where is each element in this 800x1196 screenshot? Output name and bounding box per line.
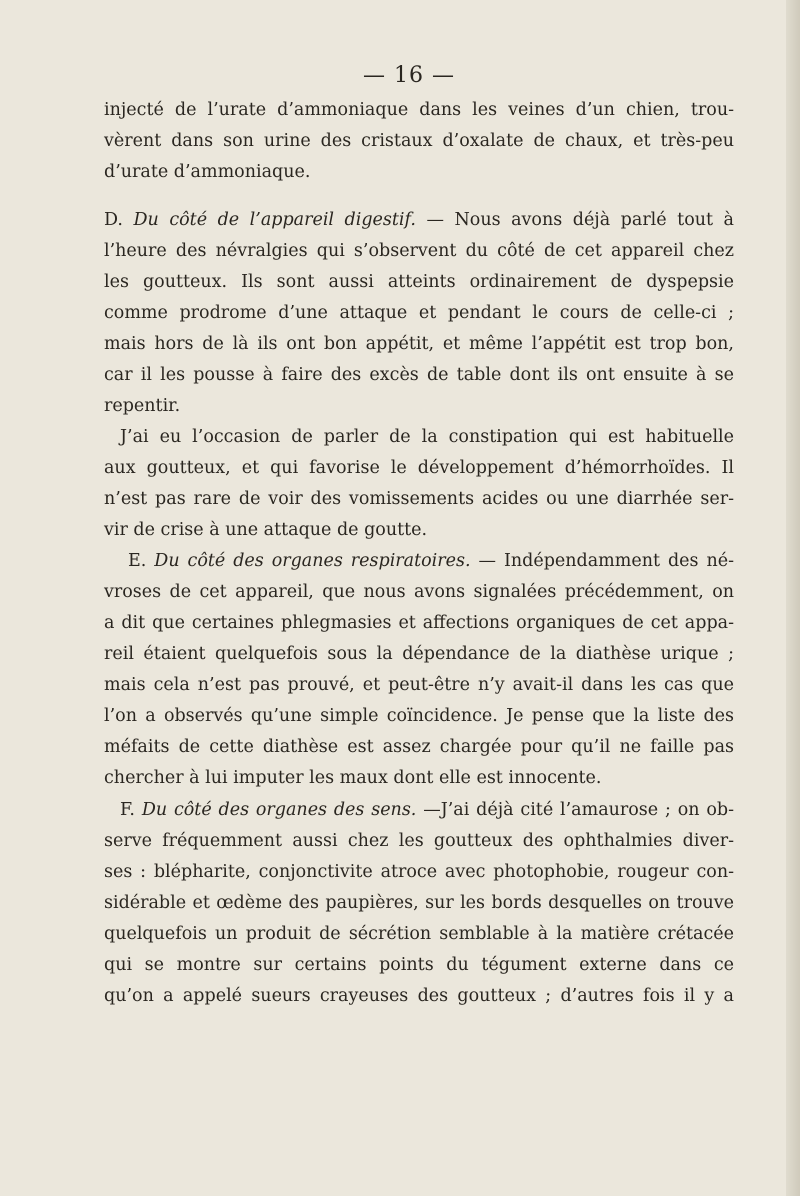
text-line: comme prodrome d’une attaque et pendant le cours de celle-ci ; [104,303,734,323]
text-line: qu’on a appelé sueurs crayeuses des goutteux ; d’autres fois il y a [104,986,734,1006]
text-line: reil étaient quelquefois sous la dépendance de la diathèse urique ; [104,644,734,664]
section-letter: F. [120,800,135,820]
text-line: qui se montre sur certains points du tégument externe dans ce [104,955,734,975]
text-line: méfaits de cette diathèse est assez chargée pour qu’il ne faille pas [104,737,734,757]
section-letter: D. [104,210,123,230]
text-line: serve fréquemment aussi chez les goutteux des ophthalmies diver- [104,831,734,851]
text-line: —J’ai déjà cité l’amaurose ; on ob- [423,800,734,820]
text-line: car il les pousse à faire des excès de table dont ils ont ensuite à se [104,365,734,385]
section-heading-line [104,207,734,234]
section-heading-line [128,548,734,575]
text-line-indented: J’ai eu l’occasion de parler de la constipation qui est habituelle [120,427,734,447]
section-heading-line [120,797,734,824]
text-line: l’heure des névralgies qui s’observent du côté de cet appareil chez [104,241,734,261]
text-line: aux goutteux, et qui favorise le développement d’hémorrhoïdes. Il [104,458,734,478]
section-title: Du côté de l’appareil digestif. [133,210,416,230]
section-title: Du côté des organes des sens. [141,800,417,820]
text-line: d’urate d’ammoniaque. [104,162,311,182]
text-line: vroses de cet appareil, que nous avons signalées précédemment, on [104,582,734,602]
text-line: chercher à lui imputer les maux dont elle est innocente. [104,768,602,788]
page-number: — 16 — [363,63,455,88]
text-line: injecté de l’urate d’ammoniaque dans les veines d’un chien, trou- [104,100,734,120]
text-line: vir de crise à une attaque de goutte. [104,520,428,540]
section-title: Du côté des organes respiratoires. [154,551,471,571]
page-edge-shadow [786,0,800,1196]
text-line: l’on a observés qu’une simple coïncidence. Je pense que la liste des [104,706,734,726]
text-line: sidérable et œdème des paupières, sur les bords desquelles on trouve [104,893,734,913]
text-line: quelquefois un produit de sécrétion semblable à la matière crétacée [104,924,734,944]
text-line: ses : blépharite, conjonctivite atroce avec photophobie, rougeur con- [104,862,734,882]
text-line: vèrent dans son urine des cristaux d’oxalate de chaux, et très-peu [104,131,734,151]
text-line: repentir. [104,396,181,416]
text-line: les goutteux. Ils sont aussi atteints ordinairement de dyspepsie [104,272,734,292]
text-line: n’est pas rare de voir des vomissements acides ou une diarrhée ser- [104,489,734,509]
section-letter: E. [128,551,147,571]
text-line: mais cela n’est pas prouvé, et peut-être n’y avait-il dans les cas que [104,675,734,695]
text-line: mais hors de là ils ont bon appétit, et même l’appétit est trop bon, [104,334,734,354]
text-line: a dit que certaines phlegmasies et affections organiques de cet appa- [104,613,734,633]
text-line: — Indépendamment des né- [478,551,734,571]
text-line: — Nous avons déjà parlé tout à [426,210,734,230]
